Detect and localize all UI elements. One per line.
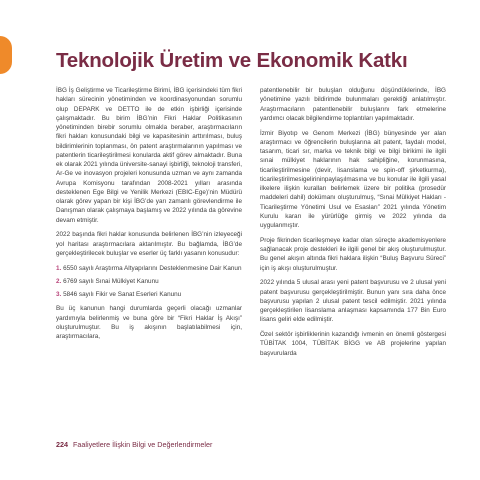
right-column — [260, 86, 446, 363]
left-paragraph-2: 2022 başında fikri haklar konusunda belirlenen İBG’nin izleyeceği yol haritası araştırmacılara aktarılmıştır. Bu bağlamda, İBG’de gerçekleştirilecek buluşlar ve eserler üç farklı yasanın konusudur: — [56, 231, 242, 257]
page-footer — [56, 440, 212, 449]
page-title: Teknolojik Üretim ve Ekonomik Katkı — [56, 49, 408, 72]
right-paragraph-1: patentlenebilir bir buluşları olduğunu düşündüklerinde, İBG yönetimine yazılı bildirimde bulunmaları gerektiği anlatılmıştır. Araştırmacıların patentlenebilir buluşlarını fark etmelerine yardımcı olacak bilgilendirme toplantıları yapılmaktadır. — [260, 87, 446, 122]
right-paragraph-4: 2022 yılında 5 ulusal arası yeni patent başvurusu ve 2 ulusal yeni patent başvurusu gerçekleştirilmiştir. Bunun yanı sıra daha önce başvurusu yapılan 2 ulusal patent tescil edilmiştir. 2021 yılında gerçekleştirilen lisanslama anlaşması kapsamında 177 Bin Euro lisans geliri elde edilmiştir. — [260, 279, 446, 324]
right-paragraph-3: Proje fikrinden ticarileşmeye kadar olan süreçte akademisyenlere sağlanacak proje destekleri ile ilgili genel bir akış oluşturulmuştur. Bu genel akışın altında fikri haklara ilişkin “Buluş Başvuru Süreci” için iş akışı oluşturulmuştur. — [260, 236, 446, 272]
law-list-item — [56, 277, 242, 286]
page-number: 224 — [56, 440, 68, 449]
section-tab-marker — [0, 36, 12, 74]
left-paragraph-1: İBG İş Geliştirme ve Ticarileştirme Birimi, İBG içerisindeki tüm fikri hakları sürecinin yönetiminden ve koordinasyonundan sorumlu olup DEPARK ve DETTO ile de etkin işbirliği içerisinde çalışmaktadır. Bu birim İBG’nin Fikri Haklar Politikasının yönetiminden birebir sorumlu olmakla beraber, araştırmacıların fikri hakları konusundaki bilgi ve kapasitesinin arttırılması, buluş bildirimlerinin toplanması, ön patent araştırmalarının yapılması ve patentlerin ticarileştirilmesi konularda aktif görev almaktadır. Buna ek olarak 2021 yılında üniversite-sanayi işbirliği, teknoloji transferi, Ar-Ge ve inovasyon projeleri konusunda uzman ve aynı zamanda Avrupa Komisyonu tarafından 2008-2021 yılları arasında desteklenen Ege Bilgi ve Yenilik Merkezi (EBIC-Ege)’nin Müdürü olarak görev yapan bir kişi İBG’de yarı zamanlı görevlendirme ile Danışman olarak çalışmaya başlamış ve 2022 yılında da görevine devam etmiştir. — [56, 87, 242, 224]
law-list-number: 1. — [56, 264, 62, 272]
law-list-number: 3. — [56, 291, 62, 298]
footer-section-title: Faaliyetlere İlişkin Bilgi ve Değerlendirmeler — [73, 440, 213, 449]
right-paragraph-5: Özel sektör işbirliklerinin kazandığı ivmenin en önemli göstergesi TÜBİTAK 1004, TÜBİTAK BİGG ve AB projelerine yapılan başvurularda — [260, 331, 446, 357]
law-list-text: 6550 sayılı Araştırma Altyapılarını Desteklenmesine Dair Kanun — [63, 264, 242, 272]
left-paragraph-3: Bu üç kanunun hangi durumlarda geçerli olacağı uzmanlar yardımıyla belirlenmiş ve buna göre bir “Fikri Haklar İş Akışı” oluşturulmuştur. Bu iş akışının başlatılabilmesi için, araştırmacılara, — [56, 305, 242, 340]
law-list-number: 2. — [56, 277, 62, 285]
law-list-text: 5846 sayılı Fikir ve Sanat Eserleri Kanunu — [63, 291, 182, 298]
law-list — [56, 264, 242, 300]
left-column — [56, 86, 242, 347]
law-list-item — [56, 264, 242, 273]
right-paragraph-2: İzmir Biyotıp ve Genom Merkezi (İBG) bünyesinde yer alan araştırmacı ve öğrencilerin buluşlarına ait patent, faydalı model, tasarım, ticari sır, marka ve teknik bilgi ve bilgi birikimi ile ilgili sınai mülkiyet haklarının hak sahipliğine, korunmasına, ticarileştirilmesine (devir, lisanslama ve spin-off şirketkurma), ticarileştirilmesigelirininpaylaşılmasına ve bu konular ile ilgili yasal ilkelere ilişkin kuralları belirlemek üzere bir politika (prosedür maddeleri dahil) dokümanı oluşturulmuş, “Sınai Mülkiyet Hakları - Ticarileştirme Yönetimi Usul ve Esasları” 2021 yılında Yönetim Kurulu kararı ile yürürlüğe girmiş ve 2022 yılında da uygulanmıştır. — [260, 129, 446, 229]
law-list-text: 6769 sayılı Sınai Mülkiyet Kanunu — [63, 277, 159, 285]
law-list-item — [56, 290, 242, 299]
